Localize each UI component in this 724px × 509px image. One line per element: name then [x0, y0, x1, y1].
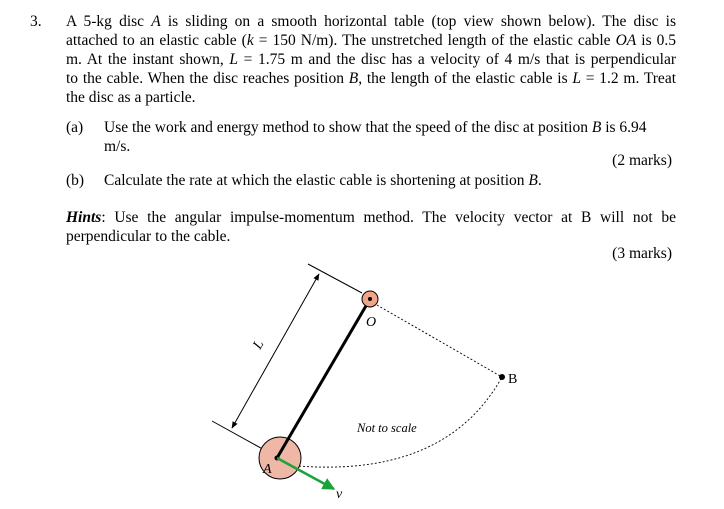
label-O: O [366, 315, 377, 330]
not-to-scale-note: Not to scale [357, 421, 417, 435]
intro-line: attached to an elastic cable (k = 150 N/m). The unstretched length of the elastic cable OA is 0.5 [66, 32, 676, 49]
intro-italic: A [151, 13, 161, 30]
hints-label: Hints [66, 209, 102, 226]
intro-italic: L [229, 51, 238, 68]
dimension-extension-bottom [212, 421, 268, 452]
part-a-text: Use the work and energy method to show that the speed of the disc at position B is 6.94 m/s. [104, 119, 647, 155]
part-a-marks: (2 marks) [612, 152, 672, 169]
hints-line-1-text: : Use the angular impulse-momentum method. The velocity vector at B will not be [101, 209, 676, 226]
intro-line: m. At the instant shown, L = 1.75 m and the disc has a velocity of 4 m/s that is perpendicular [66, 51, 676, 68]
part-a-label: (a) [66, 119, 84, 136]
pivot-o-center [368, 297, 372, 301]
dashed-line-o-to-b [370, 301, 502, 377]
intro-line: to the cable. When the disc reaches position B, the length of the elastic cable is L = 1.2 m. Treat [66, 70, 677, 87]
intro-italic: B [348, 70, 359, 87]
hints-line-2: perpendicular to the cable. [66, 228, 231, 245]
label-L: L [250, 337, 268, 352]
intro-line: A 5-kg disc A is sliding on a smooth horizontal table (top view shown below). The disc is [66, 13, 677, 30]
intro-italic: OA [615, 32, 637, 49]
part-b-text: Calculate the rate at which the elastic cable is shortening at position B. [104, 172, 542, 189]
intro-italic: L [572, 70, 582, 87]
intro-italic: k [246, 32, 254, 49]
part-b-italic: B [528, 172, 538, 189]
question-number: 3. [30, 13, 42, 30]
label-A: A [263, 462, 272, 477]
part-a-italic: B [591, 119, 602, 136]
label-v: v [336, 487, 343, 502]
label-B: B [508, 372, 518, 387]
part-b-marks: (3 marks) [612, 245, 672, 262]
intro-line: the disc as a particle. [66, 89, 196, 106]
point-b [499, 374, 505, 380]
dimension-line-L [232, 274, 319, 428]
part-b-label: (b) [66, 172, 85, 189]
